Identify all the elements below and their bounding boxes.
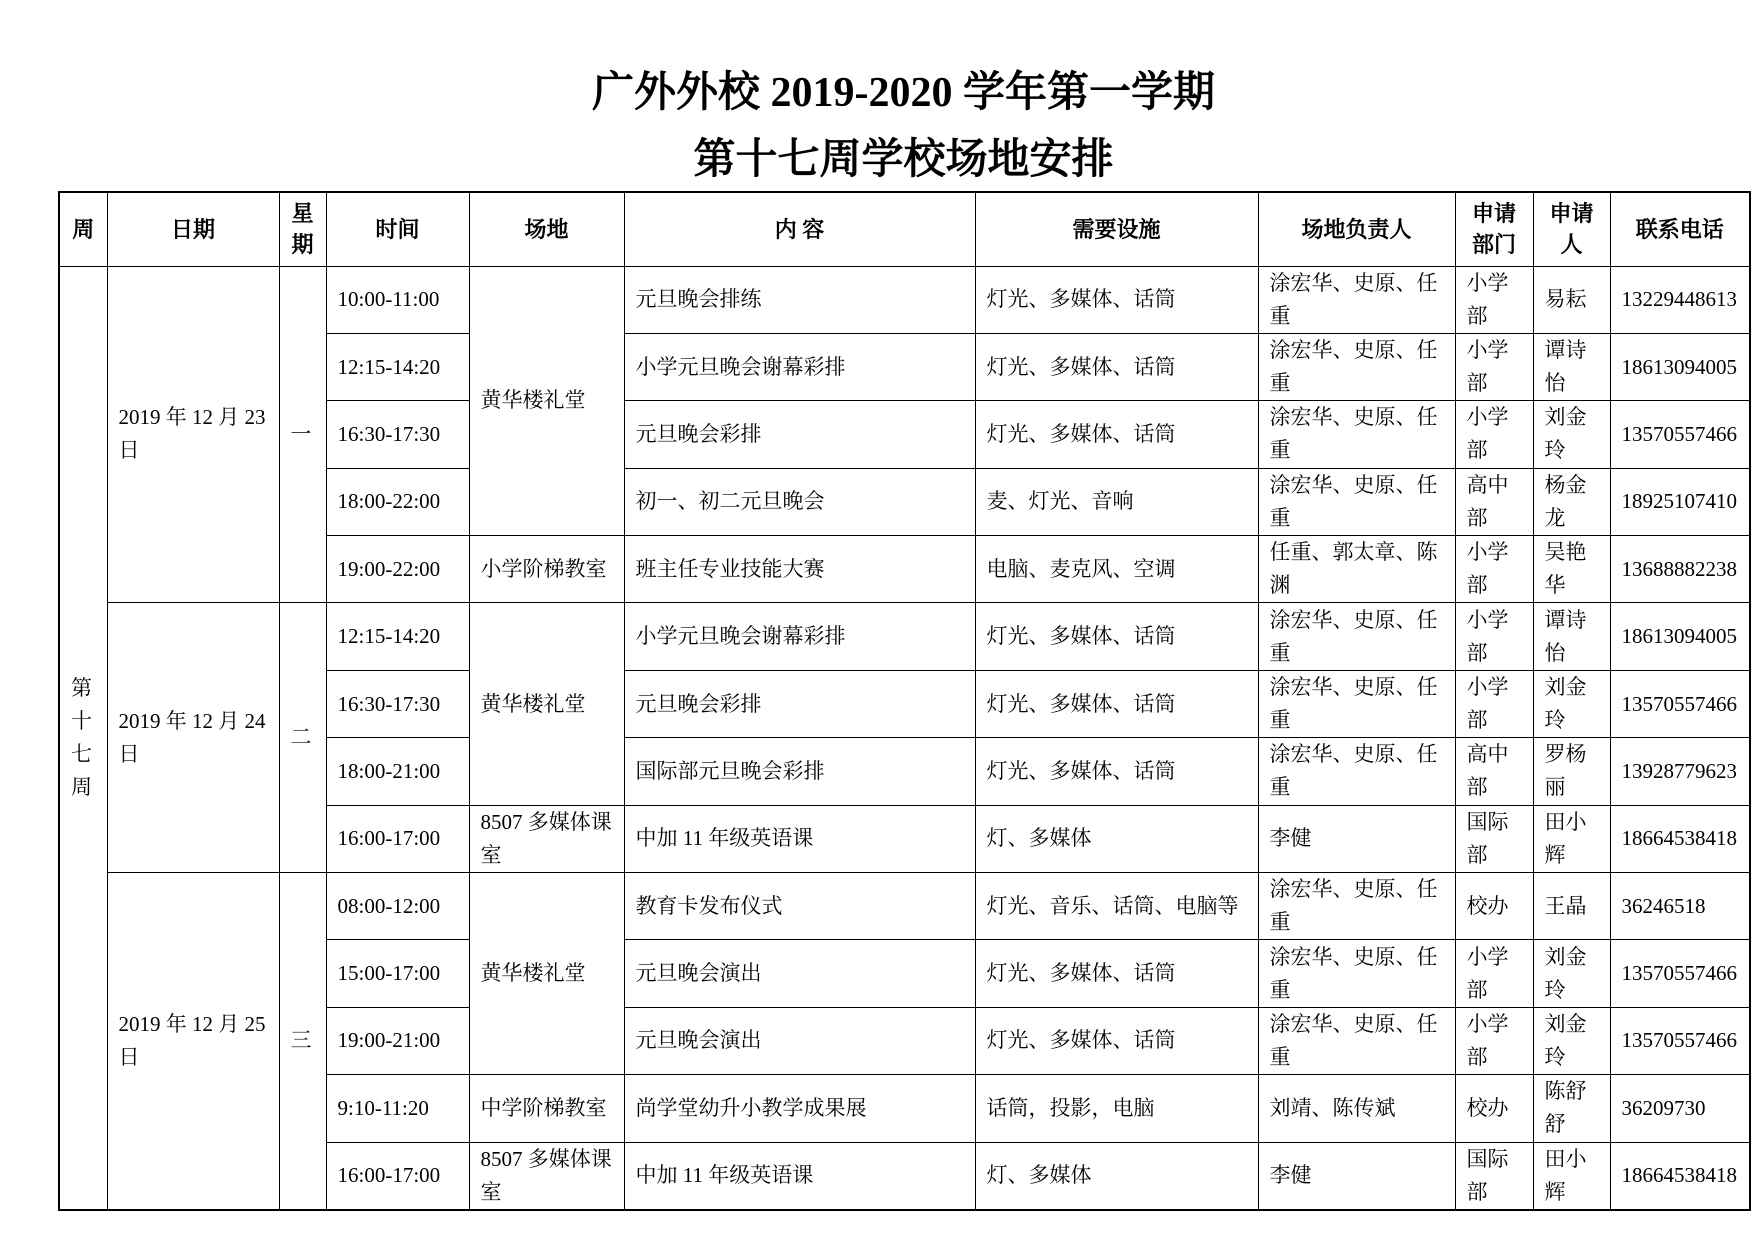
cell-time: 9:10-11:20 — [326, 1075, 469, 1142]
cell-applicant: 杨金龙 — [1533, 468, 1610, 535]
cell-phone: 13229448613 — [1610, 266, 1750, 333]
cell-department: 小学部 — [1455, 333, 1533, 400]
cell-phone: 13570557466 — [1610, 1007, 1750, 1074]
cell-phone: 13928779623 — [1610, 738, 1750, 805]
cell-department: 小学部 — [1455, 401, 1533, 468]
cell-time: 19:00-22:00 — [326, 536, 469, 603]
cell-time: 18:00-21:00 — [326, 738, 469, 805]
document-title: 广外外校 2019-2020 学年第一学期 — [592, 70, 1215, 116]
document-subtitle: 第十七周学校场地安排 — [693, 137, 1114, 183]
cell-department: 小学部 — [1455, 670, 1533, 737]
cell-venue: 8507 多媒体课室 — [469, 1142, 624, 1210]
cell-facilities: 灯光、多媒体、话筒 — [975, 1007, 1258, 1074]
table-row — [59, 603, 1750, 670]
cell-facilities: 灯光、多媒体、话筒 — [975, 738, 1258, 805]
cell-time: 10:00-11:00 — [326, 266, 469, 333]
cell-applicant: 刘金玲 — [1533, 940, 1610, 1007]
table-row — [59, 266, 1750, 333]
cell-content: 小学元旦晚会谢幕彩排 — [624, 333, 975, 400]
cell-venue: 黄华楼礼堂 — [469, 873, 624, 1075]
cell-department: 小学部 — [1455, 940, 1533, 1007]
cell-phone: 36246518 — [1610, 873, 1750, 940]
cell-venue: 小学阶梯教室 — [469, 536, 624, 603]
header-date: 日期 — [107, 192, 279, 266]
cell-time: 12:15-14:20 — [326, 333, 469, 400]
cell-manager: 涂宏华、史原、任重 — [1258, 603, 1455, 670]
cell-applicant: 罗杨丽 — [1533, 738, 1610, 805]
cell-applicant: 易耘 — [1533, 266, 1610, 333]
cell-time: 12:15-14:20 — [326, 603, 469, 670]
cell-manager: 刘靖、陈传斌 — [1258, 1075, 1455, 1142]
cell-facilities: 灯光、多媒体、话筒 — [975, 940, 1258, 1007]
cell-content: 国际部元旦晚会彩排 — [624, 738, 975, 805]
cell-content: 元旦晚会排练 — [624, 266, 975, 333]
header-content: 内 容 — [624, 192, 975, 266]
cell-content: 尚学堂幼升小教学成果展 — [624, 1075, 975, 1142]
cell-time: 18:00-22:00 — [326, 468, 469, 535]
header-applicant: 申请人 — [1533, 192, 1610, 266]
cell-applicant: 刘金玲 — [1533, 670, 1610, 737]
cell-manager: 涂宏华、史原、任重 — [1258, 401, 1455, 468]
cell-phone: 13570557466 — [1610, 940, 1750, 1007]
cell-manager: 涂宏华、史原、任重 — [1258, 940, 1455, 1007]
cell-weekday: 三 — [279, 873, 326, 1210]
cell-weekday: 一 — [279, 266, 326, 603]
cell-facilities: 灯光、多媒体、话筒 — [975, 266, 1258, 333]
cell-applicant: 刘金玲 — [1533, 401, 1610, 468]
cell-department: 国际部 — [1455, 1142, 1533, 1210]
cell-phone: 13570557466 — [1610, 401, 1750, 468]
cell-department: 校办 — [1455, 1075, 1533, 1142]
cell-phone: 36209730 — [1610, 1075, 1750, 1142]
cell-facilities: 电脑、麦克风、空调 — [975, 536, 1258, 603]
cell-department: 小学部 — [1455, 603, 1533, 670]
cell-content: 元旦晚会演出 — [624, 1007, 975, 1074]
cell-department: 国际部 — [1455, 805, 1533, 872]
cell-applicant: 王晶 — [1533, 873, 1610, 940]
cell-applicant: 谭诗怡 — [1533, 333, 1610, 400]
cell-phone: 13570557466 — [1610, 670, 1750, 737]
cell-date: 2019 年 12 月 24 日 — [107, 603, 279, 873]
header-phone: 联系电话 — [1610, 192, 1750, 266]
cell-applicant: 谭诗怡 — [1533, 603, 1610, 670]
cell-content: 初一、初二元旦晚会 — [624, 468, 975, 535]
table-row — [59, 873, 1750, 940]
cell-manager: 涂宏华、史原、任重 — [1258, 873, 1455, 940]
cell-date: 2019 年 12 月 23 日 — [107, 266, 279, 603]
cell-facilities: 灯光、多媒体、话筒 — [975, 603, 1258, 670]
cell-venue: 中学阶梯教室 — [469, 1075, 624, 1142]
cell-venue: 黄华楼礼堂 — [469, 266, 624, 536]
cell-phone: 18925107410 — [1610, 468, 1750, 535]
cell-phone: 18613094005 — [1610, 603, 1750, 670]
cell-manager: 涂宏华、史原、任重 — [1258, 738, 1455, 805]
cell-manager: 涂宏华、史原、任重 — [1258, 468, 1455, 535]
cell-time: 16:30-17:30 — [326, 670, 469, 737]
schedule-table — [58, 191, 1751, 1211]
header-venue: 场地 — [469, 192, 624, 266]
header-row — [59, 192, 1750, 266]
cell-facilities: 灯、多媒体 — [975, 1142, 1258, 1210]
cell-manager: 李健 — [1258, 1142, 1455, 1210]
cell-content: 元旦晚会彩排 — [624, 401, 975, 468]
cell-applicant: 吴艳华 — [1533, 536, 1610, 603]
cell-facilities: 灯光、多媒体、话筒 — [975, 401, 1258, 468]
header-facilities: 需要设施 — [975, 192, 1258, 266]
cell-week — [59, 266, 107, 1210]
cell-time: 16:30-17:30 — [326, 401, 469, 468]
week-label: 第十七周 — [71, 675, 92, 799]
cell-content: 教育卡发布仪式 — [624, 873, 975, 940]
cell-manager: 涂宏华、史原、任重 — [1258, 266, 1455, 333]
cell-time: 08:00-12:00 — [326, 873, 469, 940]
cell-venue: 黄华楼礼堂 — [469, 603, 624, 805]
cell-manager: 任重、郭太章、陈渊 — [1258, 536, 1455, 603]
header-time: 时间 — [326, 192, 469, 266]
cell-time: 16:00-17:00 — [326, 1142, 469, 1210]
cell-manager: 涂宏华、史原、任重 — [1258, 333, 1455, 400]
cell-phone: 13688882238 — [1610, 536, 1750, 603]
cell-department: 小学部 — [1455, 266, 1533, 333]
header-week: 周 — [59, 192, 107, 266]
cell-phone: 18664538418 — [1610, 1142, 1750, 1210]
cell-content: 元旦晚会演出 — [624, 940, 975, 1007]
cell-department: 小学部 — [1455, 536, 1533, 603]
cell-content: 中加 11 年级英语课 — [624, 1142, 975, 1210]
cell-applicant: 刘金玲 — [1533, 1007, 1610, 1074]
cell-content: 中加 11 年级英语课 — [624, 805, 975, 872]
cell-time: 16:00-17:00 — [326, 805, 469, 872]
header-weekday: 星期 — [279, 192, 326, 266]
cell-department: 高中部 — [1455, 738, 1533, 805]
cell-manager: 涂宏华、史原、任重 — [1258, 670, 1455, 737]
cell-date: 2019 年 12 月 25 日 — [107, 873, 279, 1210]
cell-content: 元旦晚会彩排 — [624, 670, 975, 737]
cell-weekday: 二 — [279, 603, 326, 873]
cell-applicant: 田小辉 — [1533, 1142, 1610, 1210]
cell-phone: 18613094005 — [1610, 333, 1750, 400]
cell-facilities: 灯光、音乐、话筒、电脑等 — [975, 873, 1258, 940]
cell-facilities: 灯光、多媒体、话筒 — [975, 670, 1258, 737]
cell-manager: 李健 — [1258, 805, 1455, 872]
cell-facilities: 灯光、多媒体、话筒 — [975, 333, 1258, 400]
cell-content: 班主任专业技能大赛 — [624, 536, 975, 603]
cell-facilities: 灯、多媒体 — [975, 805, 1258, 872]
cell-manager: 涂宏华、史原、任重 — [1258, 1007, 1455, 1074]
header-manager: 场地负责人 — [1258, 192, 1455, 266]
header-department: 申请部门 — [1455, 192, 1533, 266]
cell-applicant: 陈舒舒 — [1533, 1075, 1610, 1142]
cell-department: 校办 — [1455, 873, 1533, 940]
cell-facilities: 麦、灯光、音响 — [975, 468, 1258, 535]
cell-content: 小学元旦晚会谢幕彩排 — [624, 603, 975, 670]
cell-time: 15:00-17:00 — [326, 940, 469, 1007]
cell-venue: 8507 多媒体课室 — [469, 805, 624, 872]
cell-phone: 18664538418 — [1610, 805, 1750, 872]
cell-department: 高中部 — [1455, 468, 1533, 535]
cell-time: 19:00-21:00 — [326, 1007, 469, 1074]
cell-applicant: 田小辉 — [1533, 805, 1610, 872]
cell-department: 小学部 — [1455, 1007, 1533, 1074]
cell-facilities: 话筒，投影，电脑 — [975, 1075, 1258, 1142]
